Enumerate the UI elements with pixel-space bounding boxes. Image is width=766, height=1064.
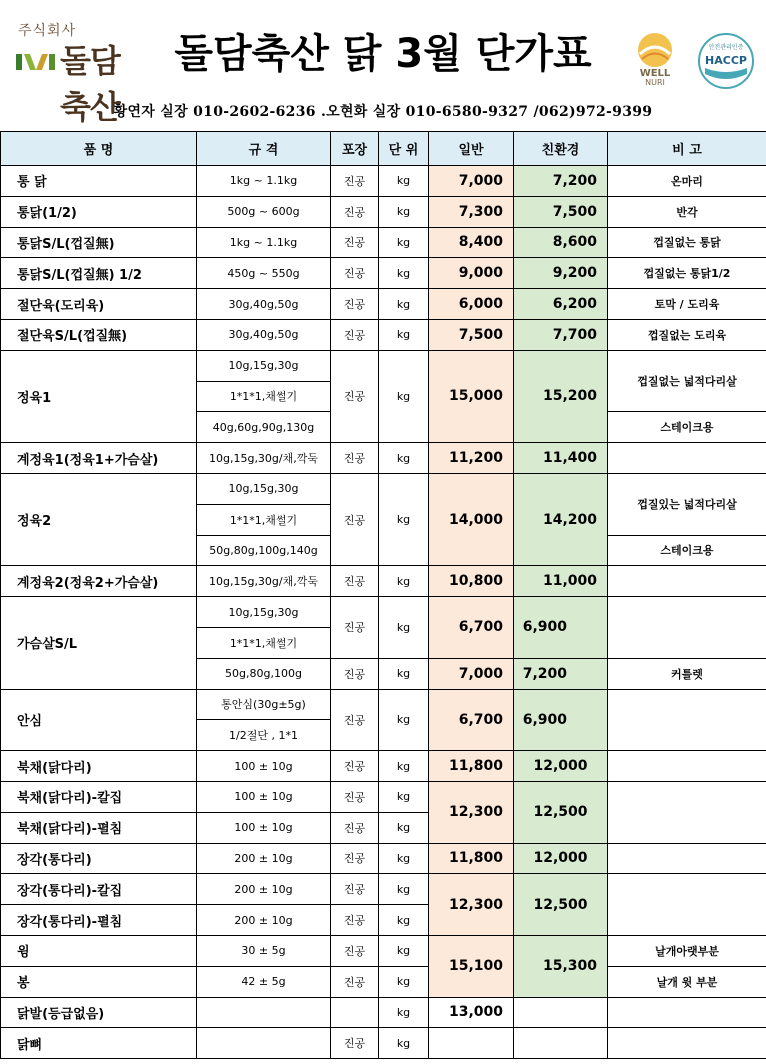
table-row bbox=[1, 843, 766, 874]
product-pack: 진공 bbox=[331, 689, 379, 751]
product-note bbox=[608, 997, 766, 1028]
product-spec: 통안심(30g±5g) bbox=[197, 689, 331, 720]
product-spec: 1*1*1,채썰기 bbox=[197, 381, 331, 412]
product-spec: 100 ± 10g bbox=[197, 781, 331, 812]
price-general: 7,000 bbox=[429, 166, 514, 197]
product-spec: 40g,60g,90g,130g bbox=[197, 412, 331, 443]
product-pack: 진공 bbox=[331, 874, 379, 905]
price-general: 11,800 bbox=[429, 751, 514, 782]
product-spec: 30g,40g,50g bbox=[197, 319, 331, 350]
product-spec: 50g,80g,100g bbox=[197, 658, 331, 689]
product-unit: kg bbox=[379, 874, 429, 905]
product-spec: 1*1*1,채썰기 bbox=[197, 504, 331, 535]
product-name: 장각(통다리)-칼집 bbox=[1, 874, 197, 905]
table-row bbox=[1, 196, 766, 227]
price-general: 10,800 bbox=[429, 566, 514, 597]
product-name: 정육1 bbox=[1, 350, 197, 442]
price-general: 6,700 bbox=[429, 689, 514, 751]
price-general: 6,700 bbox=[429, 597, 514, 659]
product-unit: kg bbox=[379, 258, 429, 289]
price-eco: 6,200 bbox=[514, 289, 608, 320]
table-row bbox=[1, 227, 766, 258]
product-note bbox=[608, 751, 766, 782]
price-eco: 11,400 bbox=[514, 443, 608, 474]
price-eco: 15,300 bbox=[514, 935, 608, 997]
product-spec: 10g,15g,30g/채,깍둑 bbox=[197, 443, 331, 474]
price-eco: 12,500 bbox=[514, 874, 608, 936]
product-unit: kg bbox=[379, 597, 429, 659]
table-row bbox=[1, 443, 766, 474]
product-note: 스테이크용 bbox=[608, 535, 766, 566]
price-general: 12,300 bbox=[429, 874, 514, 936]
svg-text:HACCP: HACCP bbox=[705, 54, 747, 67]
price-eco: 12,500 bbox=[514, 781, 608, 843]
product-unit: kg bbox=[379, 1028, 429, 1059]
product-pack: 진공 bbox=[331, 658, 379, 689]
product-spec: 100 ± 10g bbox=[197, 812, 331, 843]
product-unit: kg bbox=[379, 350, 429, 442]
product-pack: 진공 bbox=[331, 597, 379, 659]
product-spec: 100 ± 10g bbox=[197, 751, 331, 782]
product-spec: 200 ± 10g bbox=[197, 843, 331, 874]
product-pack: 진공 bbox=[331, 258, 379, 289]
price-general: 14,000 bbox=[429, 473, 514, 565]
product-note bbox=[608, 874, 766, 936]
logo-brand-name: 돌담축산 bbox=[60, 42, 120, 126]
price-general bbox=[429, 1028, 514, 1059]
product-note bbox=[608, 597, 766, 659]
product-unit: kg bbox=[379, 319, 429, 350]
product-pack: 진공 bbox=[331, 566, 379, 597]
price-table bbox=[0, 131, 766, 1059]
product-pack: 진공 bbox=[331, 812, 379, 843]
table-header-row bbox=[1, 132, 766, 166]
price-general: 13,000 bbox=[429, 997, 514, 1028]
product-name: 윙 bbox=[1, 935, 197, 966]
product-note bbox=[608, 689, 766, 751]
price-general: 15,000 bbox=[429, 350, 514, 442]
product-pack: 진공 bbox=[331, 905, 379, 936]
price-eco: 11,000 bbox=[514, 566, 608, 597]
product-note: 온마리 bbox=[608, 166, 766, 197]
price-general: 8,400 bbox=[429, 227, 514, 258]
product-spec bbox=[197, 997, 331, 1028]
product-pack: 진공 bbox=[331, 443, 379, 474]
product-spec: 200 ± 10g bbox=[197, 905, 331, 936]
product-name: 계정육1(정육1+가슴살) bbox=[1, 443, 197, 474]
product-pack: 진공 bbox=[331, 781, 379, 812]
table-row bbox=[1, 319, 766, 350]
table-row bbox=[1, 689, 766, 720]
table-row bbox=[1, 166, 766, 197]
table-row bbox=[1, 289, 766, 320]
price-general: 6,000 bbox=[429, 289, 514, 320]
product-pack: 진공 bbox=[331, 319, 379, 350]
product-name: 북채(닭다리)-펼침 bbox=[1, 812, 197, 843]
product-note bbox=[608, 443, 766, 474]
page-title: 돌담축산 닭 3월 단가표 bbox=[174, 31, 592, 77]
product-unit: kg bbox=[379, 443, 429, 474]
price-general: 12,300 bbox=[429, 781, 514, 843]
product-pack: 진공 bbox=[331, 1028, 379, 1059]
product-pack: 진공 bbox=[331, 966, 379, 997]
product-spec: 10g,15g,30g/채,깍둑 bbox=[197, 566, 331, 597]
table-row bbox=[1, 473, 766, 504]
price-eco: 6,900 bbox=[514, 597, 608, 659]
product-pack: 진공 bbox=[331, 166, 379, 197]
product-name: 북채(닭다리)-칼집 bbox=[1, 781, 197, 812]
product-note: 껍질없는 넓적다리살 bbox=[608, 350, 766, 412]
header-spec: 규 격 bbox=[197, 132, 331, 166]
table-row bbox=[1, 997, 766, 1028]
logo-company-prefix: 주식회사 bbox=[18, 23, 77, 39]
haccp-badge-icon bbox=[697, 32, 755, 90]
price-general: 15,100 bbox=[429, 935, 514, 997]
product-unit: kg bbox=[379, 289, 429, 320]
product-name: 가슴살S/L bbox=[1, 597, 197, 689]
product-pack: 진공 bbox=[331, 289, 379, 320]
table-row bbox=[1, 874, 766, 905]
product-note: 껍질있는 넓적다리살 bbox=[608, 473, 766, 535]
price-general: 7,500 bbox=[429, 319, 514, 350]
product-unit: kg bbox=[379, 658, 429, 689]
table-row bbox=[1, 566, 766, 597]
header-note: 비 고 bbox=[608, 132, 766, 166]
product-unit: kg bbox=[379, 227, 429, 258]
product-name: 통 닭 bbox=[1, 166, 197, 197]
product-spec: 10g,15g,30g bbox=[197, 350, 331, 381]
product-name: 안심 bbox=[1, 689, 197, 751]
product-unit: kg bbox=[379, 935, 429, 966]
product-unit: kg bbox=[379, 689, 429, 751]
product-name: 닭발(등급없음) bbox=[1, 997, 197, 1028]
svg-text:NURI: NURI bbox=[645, 78, 665, 86]
product-note: 껍질없는 도리육 bbox=[608, 319, 766, 350]
price-eco: 7,500 bbox=[514, 196, 608, 227]
header-name: 품 명 bbox=[1, 132, 197, 166]
price-general: 11,200 bbox=[429, 443, 514, 474]
product-unit: kg bbox=[379, 997, 429, 1028]
svg-text:WELL: WELL bbox=[639, 68, 671, 79]
product-spec: 1*1*1,채썰기 bbox=[197, 627, 331, 658]
product-unit: kg bbox=[379, 473, 429, 565]
product-name: 절단육(도리육) bbox=[1, 289, 197, 320]
table-row bbox=[1, 966, 766, 997]
price-eco: 15,200 bbox=[514, 350, 608, 442]
product-note bbox=[608, 566, 766, 597]
product-spec: 10g,15g,30g bbox=[197, 473, 331, 504]
price-eco: 12,000 bbox=[514, 751, 608, 782]
product-name: 봉 bbox=[1, 966, 197, 997]
product-spec: 200 ± 10g bbox=[197, 874, 331, 905]
header-eco: 친환경 bbox=[514, 132, 608, 166]
product-note bbox=[608, 1028, 766, 1059]
product-note: 스테이크용 bbox=[608, 412, 766, 443]
contact-info: 황연자 실장 010-2602-6236 .오현화 실장 010-6580-9327 /062)972-9399 bbox=[113, 104, 653, 120]
table-row bbox=[1, 751, 766, 782]
product-note: 날개 윗 부분 bbox=[608, 966, 766, 997]
table-row bbox=[1, 781, 766, 812]
product-pack: 진공 bbox=[331, 935, 379, 966]
product-pack bbox=[331, 997, 379, 1028]
product-note bbox=[608, 843, 766, 874]
product-spec: 450g ~ 550g bbox=[197, 258, 331, 289]
product-name: 절단육S/L(껍질無) bbox=[1, 319, 197, 350]
product-pack: 진공 bbox=[331, 350, 379, 442]
product-pack: 진공 bbox=[331, 227, 379, 258]
product-unit: kg bbox=[379, 751, 429, 782]
price-eco: 7,200 bbox=[514, 166, 608, 197]
product-name: 닭뼈 bbox=[1, 1028, 197, 1059]
product-note: 날개아랫부분 bbox=[608, 935, 766, 966]
product-name: 북채(닭다리) bbox=[1, 751, 197, 782]
product-pack: 진공 bbox=[331, 473, 379, 565]
product-spec: 50g,80g,100g,140g bbox=[197, 535, 331, 566]
price-eco: 7,200 bbox=[514, 658, 608, 689]
well-nuri-badge-icon bbox=[622, 32, 688, 86]
table-row bbox=[1, 597, 766, 628]
product-spec: 1kg ~ 1.1kg bbox=[197, 166, 331, 197]
product-unit: kg bbox=[379, 905, 429, 936]
product-name: 통닭(1/2) bbox=[1, 196, 197, 227]
product-pack: 진공 bbox=[331, 751, 379, 782]
product-spec: 30 ± 5g bbox=[197, 935, 331, 966]
product-spec bbox=[197, 1028, 331, 1059]
table-row bbox=[1, 350, 766, 381]
product-spec: 1kg ~ 1.1kg bbox=[197, 227, 331, 258]
product-note: 껍질없는 통닭1/2 bbox=[608, 258, 766, 289]
header-pack: 포장 bbox=[331, 132, 379, 166]
product-unit: kg bbox=[379, 166, 429, 197]
product-unit: kg bbox=[379, 566, 429, 597]
product-unit: kg bbox=[379, 843, 429, 874]
table-row bbox=[1, 1028, 766, 1059]
price-eco: 6,900 bbox=[514, 689, 608, 751]
product-name: 장각(통다리) bbox=[1, 843, 197, 874]
price-eco: 8,600 bbox=[514, 227, 608, 258]
product-note: 반각 bbox=[608, 196, 766, 227]
product-name: 통닭S/L(껍질無) 1/2 bbox=[1, 258, 197, 289]
product-spec: 30g,40g,50g bbox=[197, 289, 331, 320]
product-note bbox=[608, 781, 766, 843]
table-row bbox=[1, 935, 766, 966]
product-note: 껍질없는 통닭 bbox=[608, 227, 766, 258]
price-eco: 9,200 bbox=[514, 258, 608, 289]
price-eco bbox=[514, 997, 608, 1028]
product-spec: 42 ± 5g bbox=[197, 966, 331, 997]
product-unit: kg bbox=[379, 781, 429, 812]
header-general: 일반 bbox=[429, 132, 514, 166]
table-row bbox=[1, 258, 766, 289]
product-name: 통닭S/L(껍질無) bbox=[1, 227, 197, 258]
price-eco: 14,200 bbox=[514, 473, 608, 565]
price-general: 9,000 bbox=[429, 258, 514, 289]
price-eco bbox=[514, 1028, 608, 1059]
product-name: 장각(통다리)-펼침 bbox=[1, 905, 197, 936]
price-eco: 12,000 bbox=[514, 843, 608, 874]
product-unit: kg bbox=[379, 196, 429, 227]
product-pack: 진공 bbox=[331, 196, 379, 227]
price-eco: 7,700 bbox=[514, 319, 608, 350]
product-name: 정육2 bbox=[1, 473, 197, 565]
product-spec: 10g,15g,30g bbox=[197, 597, 331, 628]
price-general: 11,800 bbox=[429, 843, 514, 874]
product-spec: 1/2절단 , 1*1 bbox=[197, 720, 331, 751]
price-general: 7,000 bbox=[429, 658, 514, 689]
product-name: 계정육2(정육2+가슴살) bbox=[1, 566, 197, 597]
product-note: 커틀렛 bbox=[608, 658, 766, 689]
product-spec: 500g ~ 600g bbox=[197, 196, 331, 227]
header-unit: 단 위 bbox=[379, 132, 429, 166]
product-unit: kg bbox=[379, 966, 429, 997]
product-pack: 진공 bbox=[331, 843, 379, 874]
product-note: 토막 / 도리육 bbox=[608, 289, 766, 320]
product-unit: kg bbox=[379, 812, 429, 843]
price-general: 7,300 bbox=[429, 196, 514, 227]
svg-text:안전관리인증: 안전관리인증 bbox=[708, 44, 744, 51]
